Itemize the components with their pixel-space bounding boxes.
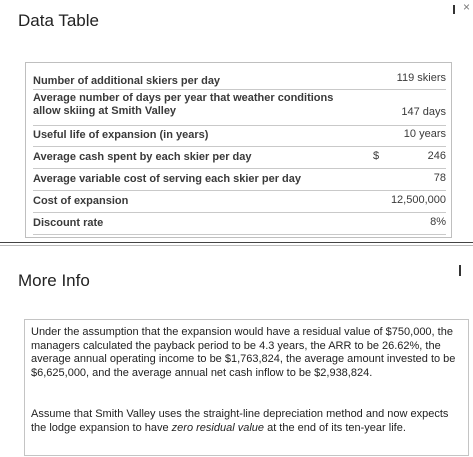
more-info-title: More Info	[18, 271, 90, 290]
table-row	[33, 190, 446, 213]
table-row	[33, 168, 446, 191]
row-value: 8%	[430, 216, 446, 228]
divider	[0, 245, 473, 246]
data-table	[25, 62, 452, 238]
more-info-box	[24, 319, 469, 456]
divider	[0, 242, 473, 243]
row-value: 12,500,000	[390, 194, 446, 206]
row-value: 246	[427, 150, 446, 162]
row-label: Discount rate	[33, 217, 104, 229]
table-row	[33, 89, 446, 126]
table-row	[33, 72, 446, 90]
row-value: 10 years	[403, 128, 446, 140]
info-text: at the end of its ten-year life.	[264, 421, 406, 434]
row-label: Average cash spent by each skier per day	[33, 151, 252, 163]
row-label: Average number of days per year that weather conditions allow skiing at Smith Valley	[33, 92, 334, 117]
info-paragraph	[31, 408, 462, 435]
minimize-icon[interactable]	[459, 265, 461, 276]
row-label: Number of additional skiers per day	[33, 75, 221, 87]
row-value: 78	[433, 172, 446, 184]
row-prefix: $	[373, 150, 380, 162]
emphasis-text: zero residual value	[171, 421, 265, 434]
minimize-icon[interactable]	[453, 5, 455, 14]
close-icon[interactable]: ×	[463, 0, 471, 14]
row-label: Useful life of expansion (in years)	[33, 129, 209, 141]
table-row	[33, 212, 446, 235]
row-value: 119 skiers	[396, 72, 446, 84]
row-label: Cost of expansion	[33, 195, 129, 207]
info-text: Assume that Smith Valley uses the straight-line depreciation method and now expects the lodge expansion to have	[31, 408, 449, 434]
table-row	[33, 125, 446, 147]
info-paragraph: Under the assumption that the expansion would have a residual value of $750,000, the managers calculated the payback period to be 4.3 years, the ARR to be 26.62%, the average annual operating income to be $1,763,824, the average amount invested to be $6,625,000, and the average annual net cash inflow to be $2,938,824.	[31, 326, 456, 379]
data-table-title: Data Table	[18, 11, 99, 30]
table-row	[33, 146, 446, 169]
row-label: Average variable cost of serving each skier per day	[33, 173, 302, 185]
row-value: 147 days	[401, 106, 446, 118]
